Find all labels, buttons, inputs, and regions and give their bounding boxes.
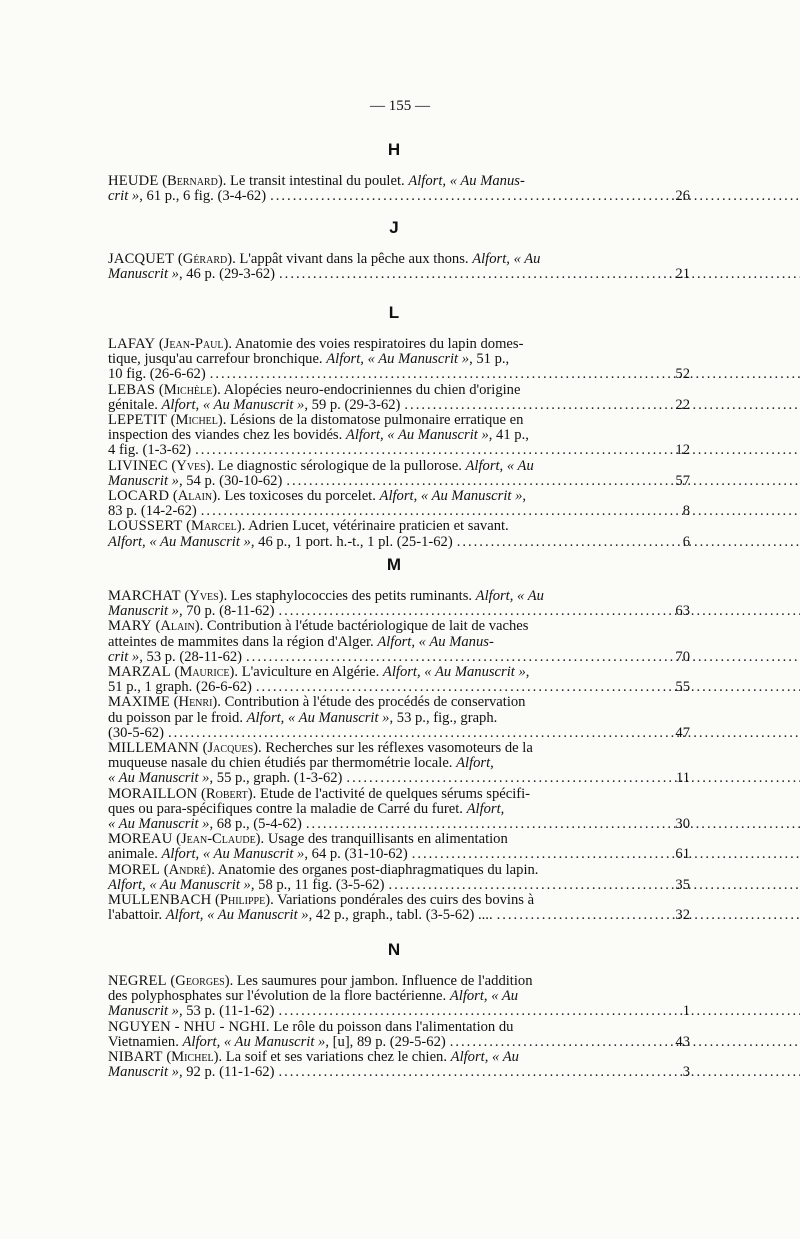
author-name: MARCHAT bbox=[108, 588, 181, 604]
author-given-name: (Marcel) bbox=[186, 518, 242, 535]
author-given-name: (Maurice) bbox=[174, 664, 235, 681]
entry-text: Alopécies neuro-endocriniennes du chien d'origine bbox=[223, 381, 521, 398]
entry-text: L'appât vivant dans la pêche aux thons. Alfort, « Au bbox=[239, 251, 541, 267]
author-given-name: (Georges) bbox=[170, 973, 230, 989]
author-given-name: (Bernard) bbox=[162, 173, 223, 189]
entry-text: (30-5-62) bbox=[108, 724, 164, 741]
page-reference: 35 bbox=[675, 876, 690, 893]
index-entry: MOREAU (Jean-Claude). Usage des tranquillisants en alimentation animale. Alfort, « Au Manuscrit », 64 p. (31-10-62) ..... 61 bbox=[108, 832, 690, 862]
author-given-name: (Yves) bbox=[184, 588, 224, 604]
leader-dots bbox=[388, 877, 800, 893]
entry-text: Contribution à l'étude des procédés de conservation bbox=[224, 694, 526, 711]
leader-dots bbox=[412, 846, 800, 862]
index-entry: MILLEMANN (Jacques). Recherches sur les réflexes vasomoteurs de la muqueuse nasale du chien étudiés par thermométrie locale. Alfort, « Au Manuscrit », 55 p., graph. (1-3-62) ..... 11 bbox=[108, 741, 690, 787]
author-given-name: (Robert) bbox=[201, 785, 253, 802]
leader-dots bbox=[256, 679, 800, 695]
page-reference: 70 bbox=[675, 648, 690, 665]
leader-dots bbox=[201, 503, 800, 519]
entry-text: L'aviculture en Algérie. Alfort, « Au Manuscrit », bbox=[241, 664, 530, 681]
author-name: LEPETIT bbox=[108, 412, 167, 429]
entry-text: des polyphosphates sur l'évolution de la flore bactérienne. Alfort, « Au bbox=[108, 988, 519, 1005]
author-given-name: (Philippe) bbox=[215, 892, 271, 909]
entry-text: Manuscrit », 53 p. (11-1-62) bbox=[108, 1003, 275, 1020]
author-given-name: (Alain) bbox=[172, 488, 218, 505]
index-entry: LAFAY (Jean-Paul). Anatomie des voies respiratoires du lapin domes- tique, jusqu'au carrefour bronchique. Alfort, « Au Manuscrit », 51 p., 10 fig. (26-6-62) ..... 52 bbox=[108, 337, 690, 383]
entry-text: génitale. Alfort, « Au Manuscrit », 59 p. (29-3-62) bbox=[108, 396, 401, 413]
index-entry: LEBAS (Michèle). Alopécies neuro-endocriniennes du chien d'origine génitale. Alfort, « Au Manuscrit », 59 p. (29-3-62) ..... 22 bbox=[108, 383, 690, 413]
author-name: NEGREL bbox=[108, 973, 167, 989]
author-name: LEBAS bbox=[108, 381, 156, 398]
entry-text: Anatomie des organes post-diaphragmatiques du lapin. bbox=[217, 861, 539, 878]
index-entry: LOUSSERT (Marcel). Adrien Lucet, vétérinaire praticien et savant. Alfort, « Au Manuscrit », 46 p., 1 port. h.-t., 1 pl. (25-1-62) ..... 6 bbox=[108, 519, 690, 549]
entry-text: Adrien Lucet, vétérinaire praticien et savant. bbox=[248, 518, 509, 535]
page-reference: 57 bbox=[675, 472, 690, 489]
author-name: LOCARD bbox=[108, 488, 170, 505]
entry-text: 4 fig. (1-3-62) bbox=[108, 442, 192, 459]
section-m bbox=[108, 555, 690, 923]
author-name: MILLEMANN bbox=[108, 740, 199, 757]
entry-text: 10 fig. (26-6-62) bbox=[108, 366, 206, 383]
page-reference: 8 bbox=[682, 503, 690, 520]
section-l bbox=[108, 303, 690, 550]
entry-text: Le transit intestinal du poulet. Alfort, « Au Manus- bbox=[229, 173, 525, 189]
leader-dots bbox=[246, 649, 800, 665]
section-letter: L bbox=[388, 303, 400, 322]
entry-text: Manuscrit », 92 p. (11-1-62) bbox=[108, 1064, 275, 1081]
entry-text: crit », 53 p. (28-11-62) bbox=[108, 648, 243, 665]
author-given-name: (André) bbox=[163, 861, 212, 878]
index-entry: MAXIME (Henri). Contribution à l'étude des procédés de conservation du poisson par le froid. Alfort, « Au Manuscrit », 53 p., fig., graph. (30-5-62) ..... 47 bbox=[108, 695, 690, 741]
entry-text: Manuscrit », 70 p. (8-11-62) bbox=[108, 603, 275, 620]
leader-dots bbox=[195, 442, 800, 458]
entry-text: Lésions de la distomatose pulmonaire erratique en bbox=[230, 412, 524, 429]
leader-dots bbox=[286, 473, 800, 489]
index-entry: MARZAL (Maurice). L'aviculture en Algérie. Alfort, « Au Manuscrit », 51 p., 1 graph. (26-6-62) ..... 55 bbox=[108, 665, 690, 695]
section-j bbox=[108, 218, 690, 282]
entry-text: Usage des tranquillisants en alimentation bbox=[267, 831, 508, 848]
author-name: LIVINEC bbox=[108, 457, 168, 474]
entry-text: Variations pondérales des cuirs des bovins à bbox=[277, 892, 535, 909]
page-reference: 47 bbox=[675, 724, 690, 741]
leader-dots bbox=[278, 1003, 800, 1019]
page-number: — 155 — bbox=[370, 98, 430, 114]
entry-text: Les toxicoses du porcelet. Alfort, « Au Manuscrit », bbox=[224, 488, 527, 505]
author-name: MARY bbox=[108, 618, 152, 635]
author-given-name: (Alain) bbox=[155, 618, 200, 635]
author-given-name: (Henri) bbox=[173, 694, 218, 711]
entry-text: Le diagnostic sérologique de la pullorose. Alfort, « Au bbox=[217, 457, 534, 474]
author-name: MULLENBACH bbox=[108, 892, 212, 909]
index-entry: MULLENBACH (Philippe). Variations pondérales des cuirs des bovins à l'abattoir. Alfort, « Au Manuscrit », 42 p., graph., tabl. (3-5-62) .... ..... 32 bbox=[108, 893, 690, 923]
leader-dots bbox=[168, 725, 800, 741]
page-reference: 12 bbox=[675, 442, 690, 459]
entry-text: Vietnamien. Alfort, « Au Manuscrit », [u], 89 p. (29-5-62) bbox=[108, 1033, 446, 1050]
entry-text: Manuscrit », 54 p. (30-10-62) bbox=[108, 472, 283, 489]
leader-dots bbox=[278, 603, 800, 619]
index-entry: HEUDE (Bernard). Le transit intestinal du poulet. Alfort, « Au Manus- crit », 61 p., 6 fig. (3-4-62) ..... 26 bbox=[108, 174, 690, 204]
entry-text: atteintes de mammites dans la région d'Alger. Alfort, « Au Manus- bbox=[108, 633, 494, 650]
page-reference: 3 bbox=[682, 1064, 690, 1081]
entry-text: Alfort, « Au Manuscrit », 58 p., 11 fig. (3-5-62) bbox=[108, 876, 385, 893]
author-name: NGUYEN - NHU - NGHI. bbox=[108, 1018, 270, 1035]
entry-text: tique, jusqu'au carrefour bronchique. Alfort, « Au Manuscrit », 51 p., bbox=[108, 351, 510, 368]
page-reference: 6 bbox=[682, 533, 690, 550]
section-h bbox=[108, 140, 690, 204]
index-entry: LIVINEC (Yves). Le diagnostic sérologique de la pullorose. Alfort, « Au Manuscrit », 54 p. (30-10-62) ..... 57 bbox=[108, 459, 690, 489]
leader-dots bbox=[346, 770, 800, 786]
entry-text: Le rôle du poisson dans l'alimentation du bbox=[273, 1018, 514, 1035]
author-name: HEUDE bbox=[108, 173, 159, 189]
leader-dots bbox=[306, 816, 800, 832]
page-reference: 26 bbox=[675, 188, 690, 205]
index-entry: MARCHAT (Yves). Les staphylococcies des petits ruminants. Alfort, « Au Manuscrit », 70 p. (8-11-62) ..... 63 bbox=[108, 589, 690, 619]
author-given-name: (Jean-Claude) bbox=[176, 831, 261, 848]
page-reference: 61 bbox=[675, 846, 690, 863]
entry-text: Les staphylococcies des petits ruminants. Alfort, « Au bbox=[230, 588, 544, 604]
leader-dots bbox=[278, 1064, 800, 1080]
author-given-name: (Jean-Paul) bbox=[158, 336, 229, 352]
author-name: LOUSSERT bbox=[108, 518, 183, 535]
page-reference: 55 bbox=[675, 679, 690, 696]
author-name: JACQUET bbox=[108, 251, 175, 267]
entry-text: du poisson par le froid. Alfort, « Au Manuscrit », 53 p., fig., graph. bbox=[108, 709, 498, 726]
entry-text: Recherches sur les réflexes vasomoteurs de la bbox=[265, 740, 533, 757]
index-entry: MARY (Alain). Contribution à l'étude bactériologique de lait de vaches atteintes de mammites dans la région d'Alger. Alfort, « Au Manus- crit », 53 p. (28-11-62) ..... 70 bbox=[108, 619, 690, 665]
author-name: LAFAY bbox=[108, 336, 156, 352]
leader-dots bbox=[279, 266, 800, 282]
author-name: MOREL bbox=[108, 861, 161, 878]
entry-text: animale. Alfort, « Au Manuscrit », 64 p. (31-10-62) bbox=[108, 846, 408, 863]
entry-text: « Au Manuscrit », 55 p., graph. (1-3-62) bbox=[108, 770, 343, 787]
page-reference: 43 bbox=[675, 1033, 690, 1050]
page-reference: 11 bbox=[675, 770, 690, 787]
index-entry: MORAILLON (Robert). Etude de l'activité de quelques sérums spécifi- ques ou para-spécifiques contre la maladie de Carré du furet. Alfort, « Au Manuscrit », 68 p., (5-4-62) ..... 30 bbox=[108, 787, 690, 833]
page-reference: 32 bbox=[675, 907, 690, 924]
index-entry: NEGREL (Georges). Les saumures pour jambon. Influence de l'addition des polyphosphates sur l'évolution de la flore bactérienne. Alfort, « Au Manuscrit », 53 p. (11-1-62) ..... 1 bbox=[108, 974, 690, 1020]
entry-text: inspection des viandes chez les bovidés. Alfort, « Au Manuscrit », 41 p., bbox=[108, 427, 529, 444]
page-reference: 30 bbox=[675, 816, 690, 833]
page-reference: 63 bbox=[675, 603, 690, 620]
author-given-name: (Yves) bbox=[171, 457, 211, 474]
entry-text: La soif et ses variations chez le chien. Alfort, « Au bbox=[225, 1049, 519, 1066]
author-name: MOREAU bbox=[108, 831, 173, 848]
author-name: MARZAL bbox=[108, 664, 171, 681]
page-reference: 52 bbox=[675, 366, 690, 383]
section-letter: N bbox=[387, 940, 401, 959]
entry-text: Alfort, « Au Manuscrit », 46 p., 1 port. h.-t., 1 pl. (25-1-62) bbox=[108, 533, 453, 550]
section-n bbox=[108, 940, 690, 1080]
index-entry: MOREL (André). Anatomie des organes post-diaphragmatiques du lapin. Alfort, « Au Manuscrit », 58 p., 11 fig. (3-5-62) ..... 35 bbox=[108, 863, 690, 893]
author-given-name: (Michel) bbox=[166, 1049, 219, 1066]
index-entry bbox=[108, 1020, 690, 1050]
entry-text: crit », 61 p., 6 fig. (3-4-62) bbox=[108, 188, 267, 205]
author-given-name: (Michèle) bbox=[158, 381, 218, 398]
leader-dots bbox=[270, 188, 800, 204]
author-given-name: (Gérard) bbox=[177, 251, 233, 267]
entry-text: Contribution à l'étude bactériologique de lait de vaches bbox=[206, 618, 529, 635]
entry-text: 51 p., 1 graph. (26-6-62) bbox=[108, 679, 252, 696]
entry-text: 83 p. (14-2-62) bbox=[108, 503, 197, 520]
entry-text: ques ou para-spécifiques contre la maladie de Carré du furet. Alfort, bbox=[108, 800, 505, 817]
index-entry: LOCARD (Alain). Les toxicoses du porcelet. Alfort, « Au Manuscrit », 83 p. (14-2-62) ..... 8 bbox=[108, 489, 690, 519]
section-letter: J bbox=[389, 218, 399, 237]
author-name: MAXIME bbox=[108, 694, 171, 711]
author-given-name: (Michel) bbox=[170, 412, 223, 429]
index-entry: JACQUET (Gérard). L'appât vivant dans la pêche aux thons. Alfort, « Au Manuscrit », 46 p. (29-3-62) ..... 21 bbox=[108, 252, 690, 282]
leader-dots bbox=[457, 534, 800, 550]
section-letter: H bbox=[387, 140, 401, 159]
entry-text: l'abattoir. Alfort, « Au Manuscrit », 42 p., graph., tabl. (3-5-62) .... bbox=[108, 907, 493, 924]
index-entry: NIBART (Michel). La soif et ses variations chez le chien. Alfort, « Au Manuscrit », 92 p. (11-1-62) ..... 3 bbox=[108, 1050, 690, 1080]
leader-dots bbox=[497, 907, 800, 923]
page-reference: 21 bbox=[675, 266, 690, 283]
section-letter: M bbox=[386, 555, 402, 574]
entry-text: « Au Manuscrit », 68 p., (5-4-62) bbox=[108, 816, 302, 833]
index-entry: LEPETIT (Michel). Lésions de la distomatose pulmonaire erratique en inspection des viandes chez les bovidés. Alfort, « Au Manuscrit », 41 p., 4 fig. (1-3-62) ..... 12 bbox=[108, 413, 690, 459]
author-name: MORAILLON bbox=[108, 785, 198, 802]
leader-dots bbox=[450, 1034, 800, 1050]
author-given-name: (Jacques) bbox=[202, 740, 259, 757]
entry-text: Anatomie des voies respiratoires du lapin domes- bbox=[234, 336, 524, 352]
entry-text: muqueuse nasale du chien étudiés par thermométrie locale. Alfort, bbox=[108, 755, 494, 772]
entry-text: Les saumures pour jambon. Influence de l'addition bbox=[236, 973, 533, 989]
leader-dots bbox=[210, 366, 800, 382]
leader-dots bbox=[404, 397, 800, 413]
entry-text: Manuscrit », 46 p. (29-3-62) bbox=[108, 266, 276, 283]
page-reference: 1 bbox=[682, 1003, 690, 1020]
page-reference: 22 bbox=[675, 396, 690, 413]
entry-text: Etude de l'activité de quelques sérums spécifi- bbox=[259, 785, 531, 802]
author-name: NIBART bbox=[108, 1049, 163, 1066]
